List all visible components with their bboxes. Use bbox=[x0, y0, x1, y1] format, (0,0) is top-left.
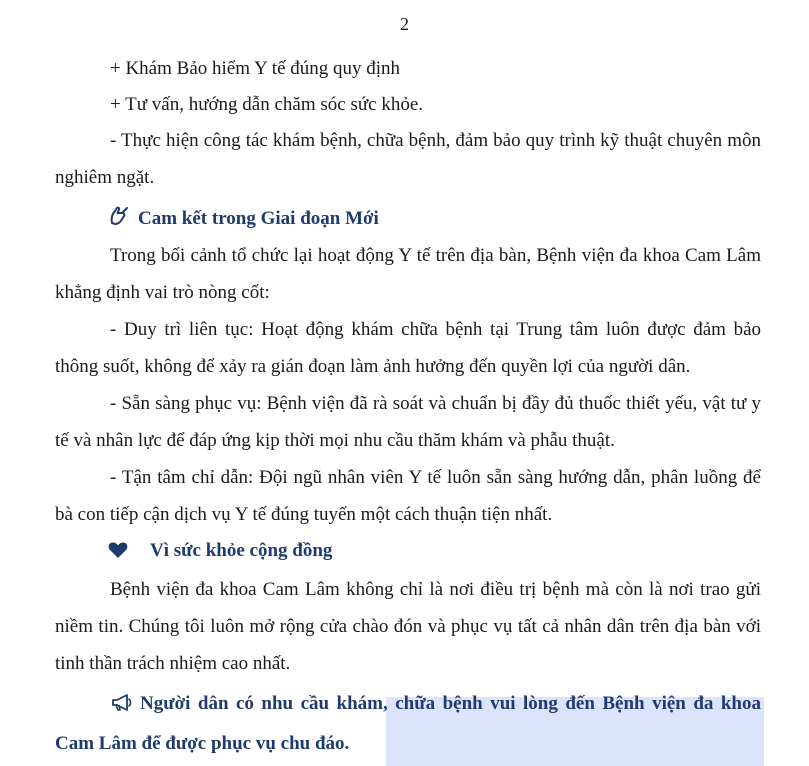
closing-text: Người dân có nhu cầu khám, chữa bệnh vui lòng đến Bệnh viện đa khoa Cam Lâm để được phục vụ chu đáo. bbox=[55, 693, 761, 754]
heading-commitment-title: Cam kết trong Giai đoạn Mới bbox=[138, 208, 379, 229]
writing-hand-icon bbox=[108, 205, 130, 233]
heading-commitment bbox=[108, 205, 379, 233]
list-item-insurance: + Khám Bảo hiểm Y tế đúng quy định bbox=[110, 58, 401, 79]
megaphone-icon bbox=[110, 688, 134, 725]
commitment-point-continuity: - Duy trì liên tục: Hoạt động khám chữa bệnh tại Trung tâm luôn được đảm bảo thông suốt, không để xảy ra gián đoạn làm ảnh hưởng đến quyền lợi của người dân. bbox=[55, 319, 761, 377]
commitment-point-readiness: - Sẵn sàng phục vụ: Bệnh viện đã rà soát và chuẩn bị đầy đủ thuốc thiết yếu, vật tư y tế và nhân lực để đáp ứng kịp thời mọi nhu cầu thăm khám và phẫu thuật. bbox=[55, 393, 761, 451]
heading-community bbox=[108, 540, 332, 565]
paragraph-commitment-intro: Trong bối cảnh tổ chức lại hoạt động Y tế trên địa bàn, Bệnh viện đa khoa Cam Lâm khẳng định vai trò nòng cốt: bbox=[55, 245, 761, 303]
paragraph-community: Bệnh viện đa khoa Cam Lâm không chỉ là nơi điều trị bệnh mà còn là nơi trao gửi niềm tin. Chúng tôi luôn mở rộng cửa chào đón và phục vụ tất cả nhân dân trên địa bàn với tinh thần trách nhiệm cao nhất. bbox=[55, 579, 761, 674]
page-number: 2 bbox=[400, 14, 409, 34]
heading-community-title: Vì sức khỏe cộng đồng bbox=[150, 540, 333, 561]
heart-icon bbox=[108, 541, 128, 565]
paragraph-practice: - Thực hiện công tác khám bệnh, chữa bệnh, đảm bảo quy trình kỹ thuật chuyên môn nghiêm ngặt. bbox=[55, 130, 761, 188]
commitment-point-guidance: - Tận tâm chỉ dẫn: Đội ngũ nhân viên Y tế luôn sẵn sàng hướng dẫn, phân luồng để bà con tiếp cận dịch vụ Y tế đúng tuyến một cách thuận tiện nhất. bbox=[55, 467, 761, 525]
closing-notice bbox=[55, 685, 761, 762]
list-item-consulting: + Tư vấn, hướng dẫn chăm sóc sức khỏe. bbox=[110, 94, 424, 115]
